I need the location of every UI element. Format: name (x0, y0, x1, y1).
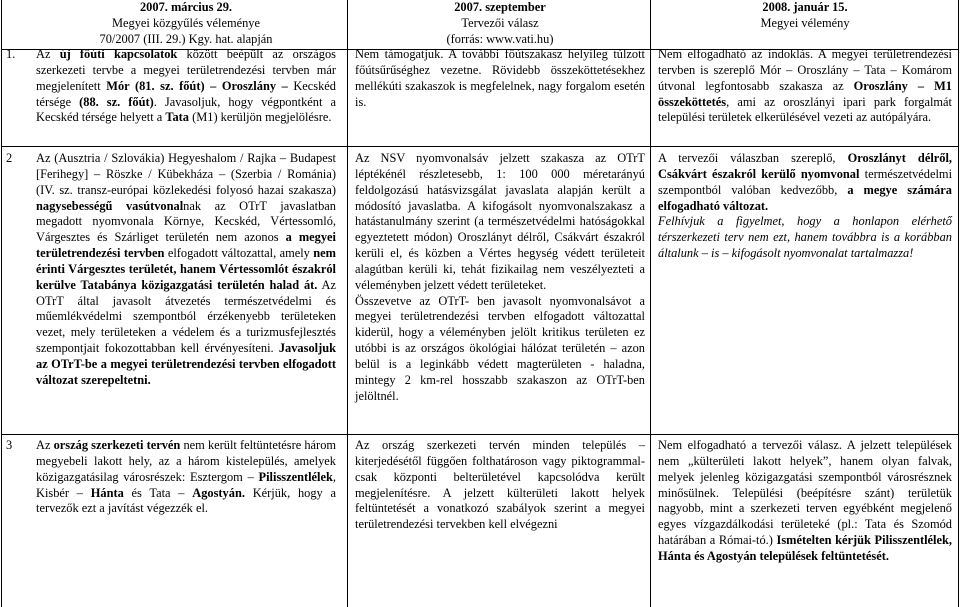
paragraph (36, 47, 336, 126)
text-run: Kecskéd térsége (36, 78, 337, 109)
text-run: Nem támogatjuk. A további főútszakasz helyileg túlzott főútsűrűséghez vezetne. Rövidebb összeköttetésekhez mellékúti szakaszok is megfelelnek, nagy forgalom esetén is. (355, 47, 645, 109)
header-title: Megyei közgyűlés véleménye (112, 15, 260, 30)
paragraph (355, 294, 645, 405)
header-date: 2008. január 15. (762, 0, 848, 14)
row-2-planner-reply (355, 151, 645, 405)
bold-text: Oroszlányt délről, Csákvárt északról kerülő nyomvonal (658, 151, 952, 181)
row-number: 2 (6, 151, 13, 165)
paragraph (658, 151, 952, 214)
bold-text: (88. sz. főút) (79, 94, 154, 109)
header-title: Tervezői válasz (461, 15, 539, 30)
text-run: Nem elfogadható az indoklás. A megyei területrendezési tervben is szereplő Mór – Oroszlány – Tata – Komárom útvonal legfontosabb szakasza az (658, 47, 952, 93)
bold-text: Javasoljuk az OTrT-be a megyei területrendezési tervben elfogadott változat szerepeltetni. (36, 341, 336, 387)
text-run: Az (36, 438, 54, 452)
bold-text: a megye számára elfogadható változat. (658, 182, 952, 213)
column-header-2 (355, 0, 645, 48)
row-1-county-response (658, 47, 952, 126)
row-1-county-opinion (36, 47, 336, 126)
text-run: (M1) kerüljön megjelölésre. (189, 110, 332, 125)
row-divider-2 (1, 434, 958, 435)
text-run: nak az OTrT javaslatban megadott nyomvonala Környe, Kecskéd, Vértessomló, Várgesztes és Szárliget területén nem azonos (36, 198, 337, 245)
bold-text: nagysebességű vasútvonal (36, 198, 184, 213)
text-run: Az (Ausztria / Szlovákia) Hegyeshalom / Rajka – Budapest [Ferihegy] – Röszke / Kübekháza – (Szerbia / Románia) (IV. sz. transz-európai közlekedési folyosó hazai szakasza) (36, 151, 336, 197)
header-date: 2007. szeptember (454, 0, 546, 14)
row-3-planner-reply (355, 438, 645, 533)
row-number: 3 (6, 438, 13, 452)
bold-text: Ismételten kérjük Pilisszentlélek, Hánta és Agostyán települések feltüntetését. (658, 533, 952, 563)
paragraph (355, 438, 645, 533)
text-run: Kérjük, hogy a tervezők ezt a javítást végezzék el. (36, 485, 336, 516)
paragraph (355, 151, 645, 294)
text-run: Az ország szerkezeti tervén minden település – kiterjedésétől függően folthatároson vagy piktogrammal- csak központi belterületével kapcsolódva került megjelenítésre. A jelzett külterületi lakott helyek feltüntetését a vonatkozó szabályok szerint a megyei területrendezési tervekben kell elvégezni (355, 438, 645, 532)
bold-text: Pilisszentlélek (258, 469, 333, 484)
text-run: Az (36, 47, 60, 61)
text-run: , Kisbér – (36, 469, 336, 500)
column-divider-1 (347, 0, 348, 607)
paragraph (355, 47, 645, 110)
bold-text: a megyei területrendezési tervben (36, 230, 336, 261)
paragraph (658, 438, 952, 565)
bold-text: Mór (81. sz. főút) – Oroszlány – (106, 78, 294, 93)
row-divider-1 (1, 146, 958, 147)
text-run: között beépült az országos szerkezeti tervbe a megyei területrendezési tervben már megjelenített (36, 47, 337, 93)
row-number: 1. (6, 47, 16, 61)
row-2-county-response (658, 151, 952, 262)
text-run: természetvédelmi szempontból valóban kedvezőbb, (658, 166, 953, 197)
text-run: Az OTrT által javasolt átvezetés természetvédelmi és műemlékvédelmi szempontból érzékenyebb területeken vezet, mely területeken a védelem és a turizmusfejlesztés szempontjait fokozottabban kell érvényesíteni. (36, 277, 336, 356)
row-1-planner-reply (355, 47, 645, 110)
header-title: Megyei vélemény (760, 15, 850, 30)
paragraph (658, 47, 952, 126)
paragraph (36, 151, 336, 389)
column-header-1 (36, 0, 336, 48)
table-border-left (1, 0, 2, 607)
row-2-county-opinion (36, 151, 336, 389)
column-divider-2 (650, 0, 651, 607)
bold-text: Tata (165, 110, 190, 125)
italic-text: Felhívjuk a figyelmet, hogy a honlapon elérhető térszerkezeti terv nem ezt, hanem továbbra is a korábban általunk – is – kifogásolt nyomvonalat tartalmazza! (658, 214, 952, 261)
text-run: Az NSV nyomvonalsáv jelzett szakasza az OTrT léptékénél részletesebb, 1: 100 000 méretarányú feldolgozású hatásvizsgálat javaslata alapján került a módosító javaslatba. A kifogásolt nyomvonalszakasz a hatástanulmány szerint (a természetvédelmi hatóságokkal egyeztetett módon) Oroszlányt délről, Csákvárt északról kerüli el, és közben a Vértes hegység védett területeit alagútban kerüli ki, tehát fizikailag nem veszélyezteti a véleményben jelzett védett területeket. (355, 151, 645, 292)
bold-text: ország szerkezeti tervén (53, 438, 181, 452)
bold-text: Agostyán. (192, 485, 245, 500)
bold-text: Oroszlány – M1 összeköttetés (658, 78, 952, 109)
paragraph (36, 438, 336, 517)
text-run: . Javasoljuk, hogy végpontként a Kecskéd térsége helyett a (36, 94, 336, 125)
text-run: elfogadott változattal, amely (164, 246, 314, 261)
text-run: , ami az oroszlányi ipari park forgalmát települési területek elkerülésével vezeti az autópályára. (658, 94, 952, 125)
text-run: és Tata – (123, 485, 193, 500)
bold-text: Hánta (90, 485, 124, 500)
header-subtitle: 70/2007 (III. 29.) Kgy. hat. alapján (99, 31, 273, 46)
row-3-county-response (658, 438, 952, 565)
text-run: Nem elfogadható a tervezői válasz. A jelzett települések nem „külterületi lakott helyek”, hanem olyan falvak, melyek jelenleg közigazgatási szempontból városrésznek minősülnek. Települési (beépítésre szánt) területük nagyobb, mint a szerkezeti terven egyébként megjelenő egyes vízgazdálkodási területeké (pl.: Tata és Szomód határában a Római-tó.) (658, 438, 952, 548)
text-run: A tervezői válaszban szereplő, (658, 151, 848, 165)
paragraph (658, 214, 952, 262)
table-border-right (958, 0, 959, 607)
bold-text: új főúti kapcsolatok (59, 47, 178, 61)
text-run: nem került feltüntetésre három megyebeli lakott hely, az a három kistelepülés, amelyek közigazgatásilag városrészek: Esztergom – (36, 438, 337, 484)
column-header-3 (658, 0, 952, 32)
header-subtitle: (forrás: www.vati.hu) (446, 31, 554, 46)
row-3-county-opinion (36, 438, 336, 517)
text-run: Összevetve az OTrT- ben javasolt nyomvonalsávot a megyei területrendezési tervben elfogadott változattal kiderül, hogy a véleményben jelölt kritikus területen ez utóbbi is az országos ökológiai hálózat területén – azon belül is a leginkább védett magterületen - haladna, mintegy 2 km-rel hosszabb szakaszon az OTrT-ben jelöltnél. (355, 293, 645, 403)
bold-text: nem érinti Várgesztes területét, hanem Vértessomlót északról kerülve Tatabánya közigazgatási területén halad át. (36, 246, 336, 292)
header-date: 2007. március 29. (139, 0, 232, 14)
